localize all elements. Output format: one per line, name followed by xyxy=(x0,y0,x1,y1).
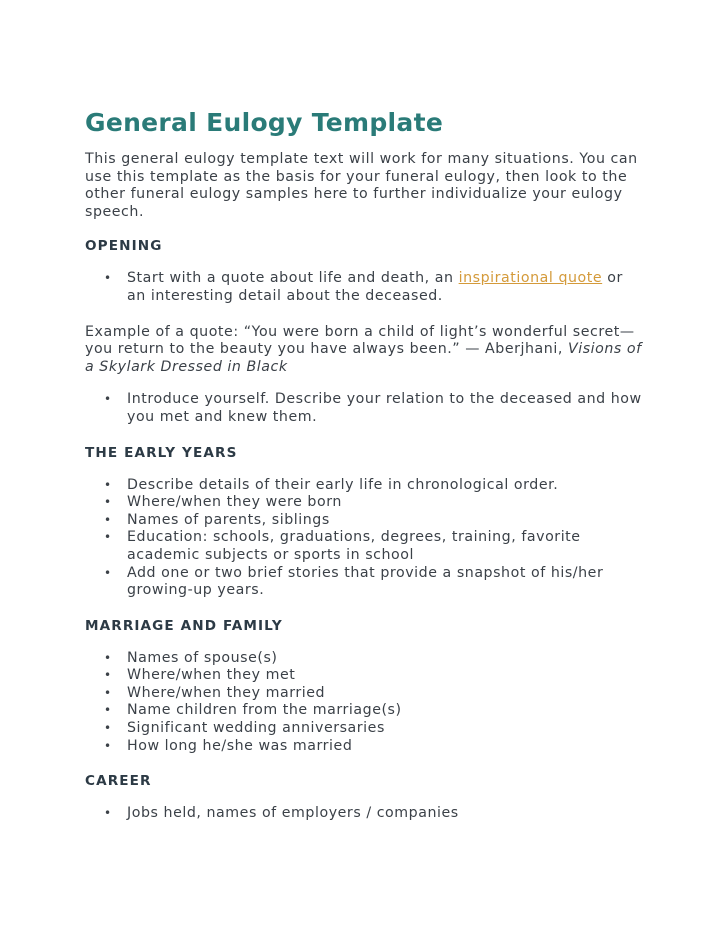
list-item: • Jobs held, names of employers / companies xyxy=(85,805,645,823)
list-item-text: Start with a quote about life and death, an xyxy=(127,270,459,287)
list-item: • Names of parents, siblings xyxy=(85,512,645,530)
section-heading-opening: OPENING xyxy=(85,238,163,255)
inspirational-quote-link[interactable]: inspirational quote xyxy=(458,270,603,287)
list-item: • Describe details of their early life in chronological order. xyxy=(85,477,645,495)
marriage-list xyxy=(85,650,645,756)
list-item: • Introduce yourself. Describe your relation to the deceased and how you met and knew them. xyxy=(85,391,645,426)
page-title: General Eulogy Template xyxy=(85,108,444,137)
list-item: • Add one or two brief stories that provide a snapshot of his/her growing-up years. xyxy=(85,565,645,600)
section-heading-career: CAREER xyxy=(85,773,152,790)
opening-list-2 xyxy=(85,391,645,426)
section-heading-marriage: MARRIAGE AND FAMILY xyxy=(85,617,283,634)
early-years-list xyxy=(85,477,645,600)
list-item-text: or an interesting detail about the deceased. xyxy=(127,270,623,304)
list-item: • Where/when they were born xyxy=(85,494,645,512)
quote-source: Visions of a Skylark Dressed in Black xyxy=(85,341,642,375)
list-item: • Where/when they married xyxy=(85,685,645,703)
section-heading-early-years: THE EARLY YEARS xyxy=(85,444,238,461)
intro-paragraph: This general eulogy template text will work for many situations. You can use this template as the basis for your funeral eulogy, then look to the other funeral eulogy samples here to further individualize your eulogy speech. xyxy=(85,151,638,220)
opening-list-1 xyxy=(85,270,645,305)
list-item: • Significant wedding anniversaries xyxy=(85,720,645,738)
quote-text: Example of a quote: “You were born a child of light’s wonderful secret— you return to the beauty you have always been.” — Aberjhani, xyxy=(85,323,635,358)
list-item: • Name children from the marriage(s) xyxy=(85,702,645,720)
career-list xyxy=(85,805,645,823)
quote-example xyxy=(85,324,645,377)
document-content xyxy=(85,108,645,823)
list-item: • Names of spouse(s) xyxy=(85,650,645,668)
list-item: • Where/when they met xyxy=(85,667,645,685)
list-item: • How long he/she was married xyxy=(85,738,645,756)
list-item xyxy=(85,270,645,305)
list-item: • Education: schools, graduations, degrees, training, favorite academic subjects or sports in school xyxy=(85,529,645,564)
